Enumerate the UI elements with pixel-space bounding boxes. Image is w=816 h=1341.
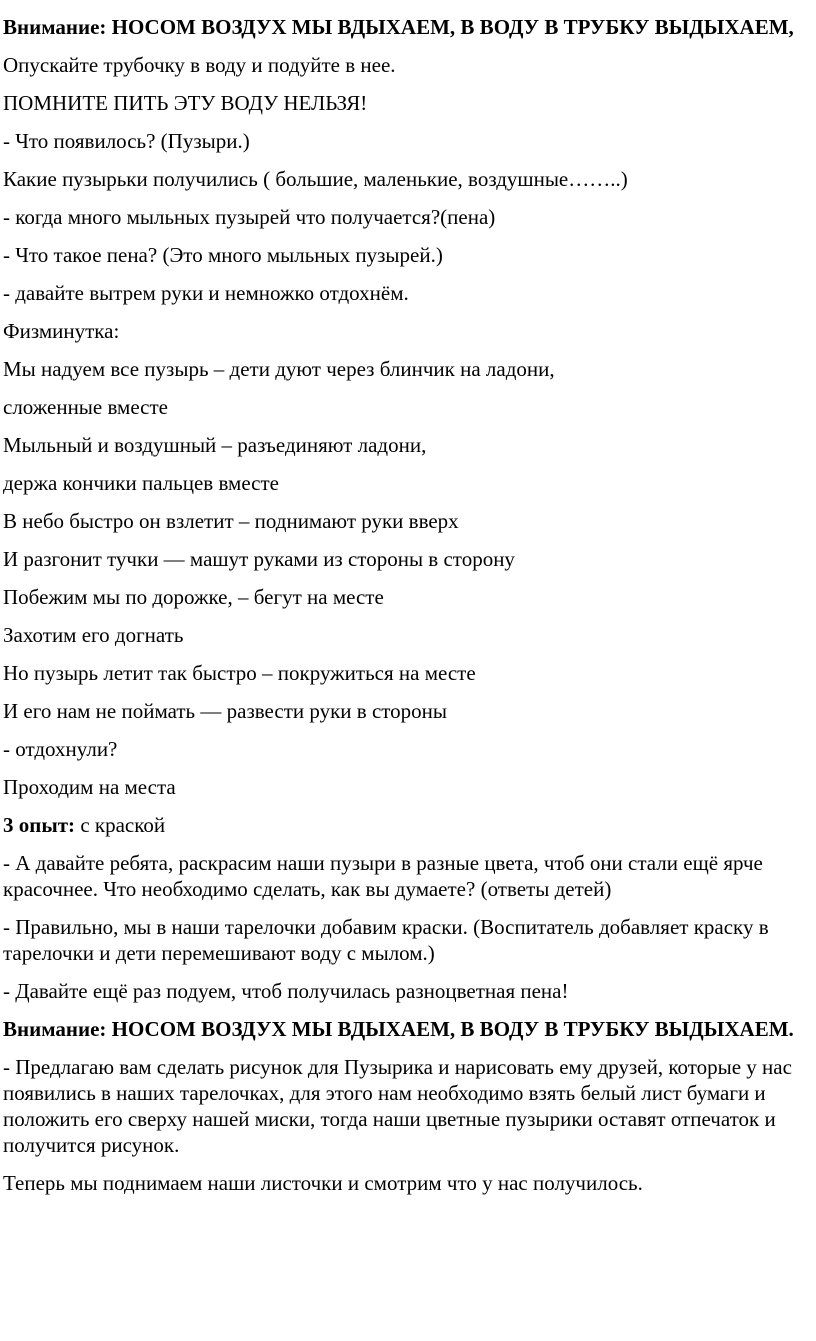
poem-line [3, 470, 816, 496]
paragraph-text: - когда много мыльных пузырей что получается?(пена) [3, 205, 496, 229]
paragraph-text: ПОМНИТЕ ПИТЬ ЭТУ ВОДУ НЕЛЬЗЯ! [3, 91, 368, 115]
paragraph [3, 914, 816, 966]
experiment-title: с краской [75, 813, 166, 837]
paragraph-text: Какие пузырьки получились ( большие, маленькие, воздушные……..) [3, 167, 628, 191]
paragraph-text: - Давайте ещё раз подуем, чтоб получилась разноцветная пена! [3, 979, 569, 1003]
paragraph-text: - Предлагаю вам сделать рисунок для Пузырика и нарисовать ему друзей, которые у нас появились в наших тарелочках, для этого нам необходимо взять белый лист бумаги и положить его сверху нашей миски, тогда наши цветные пузырики оставят отпечаток и получится рисунок. [3, 1055, 798, 1157]
paragraph-fizminutka [3, 318, 816, 344]
paragraph-text: - Правильно, мы в наши тарелочки добавим краски. (Воспитатель добавляет краску в тарелочки и дети перемешивают воду с мылом.) [3, 915, 774, 965]
paragraph-text: Побежим мы по дорожке, – бегут на месте [3, 585, 384, 609]
poem-line [3, 698, 816, 724]
poem-line [3, 394, 816, 420]
paragraph-attention-2 [3, 1016, 816, 1042]
paragraph-text: И разгонит тучки — машут руками из стороны в сторону [3, 547, 515, 571]
paragraph [3, 978, 816, 1004]
paragraph-attention-1 [3, 14, 816, 40]
experiment-heading [3, 812, 816, 838]
paragraph-text: сложенные вместе [3, 395, 168, 419]
paragraph-text: - отдохнули? [3, 737, 118, 761]
paragraph-text: В небо быстро он взлетит – поднимают руки вверх [3, 509, 459, 533]
paragraph [3, 850, 816, 902]
poem-line [3, 546, 816, 572]
paragraph [3, 1170, 816, 1196]
attention-heading: Внимание: НОСОМ ВОЗДУХ МЫ ВДЫХАЕМ, В ВОДУ В ТРУБКУ ВЫДЫХАЕМ. [3, 1017, 794, 1041]
paragraph-text: - Что такое пена? (Это много мыльных пузырей.) [3, 243, 443, 267]
paragraph-text: - давайте вытрем руки и немножко отдохнём. [3, 281, 409, 305]
attention-heading: Внимание: НОСОМ ВОЗДУХ МЫ ВДЫХАЕМ, В ВОДУ В ТРУБКУ ВЫДЫХАЕМ, [3, 15, 794, 39]
poem-line [3, 584, 816, 610]
poem-line [3, 356, 816, 382]
poem-line [3, 660, 816, 686]
paragraph-text: держа кончики пальцев вместе [3, 471, 279, 495]
paragraph-text: Физминутка: [3, 319, 120, 343]
paragraph-text: Но пузырь летит так быстро – покружиться на месте [3, 661, 476, 685]
paragraph-text: Мы надуем все пузырь – дети дуют через блинчик на ладони, [3, 357, 555, 381]
paragraph [3, 736, 816, 762]
paragraph-text: И его нам не поймать — развести руки в стороны [3, 699, 448, 723]
paragraph [3, 90, 816, 116]
paragraph [3, 204, 816, 230]
poem-line [3, 508, 816, 534]
paragraph-text: - А давайте ребята, раскрасим наши пузыри в разные цвета, чтоб они стали ещё ярче красочнее. Что необходимо сделать, как вы думаете? (ответы детей) [3, 851, 769, 901]
paragraph-text: Опускайте трубочку в воду и подуйте в нее. [3, 53, 396, 77]
poem-line [3, 622, 816, 648]
paragraph-text: Проходим на места [3, 775, 176, 799]
paragraph [3, 774, 816, 800]
paragraph-text: Мыльный и воздушный – разъединяют ладони, [3, 433, 427, 457]
paragraph-text: - Что появилось? (Пузыри.) [3, 129, 250, 153]
poem-line [3, 432, 816, 458]
paragraph [3, 128, 816, 154]
paragraph-text: Теперь мы поднимаем наши листочки и смотрим что у нас получилось. [3, 1171, 643, 1195]
paragraph [3, 52, 816, 78]
paragraph [3, 1054, 816, 1158]
paragraph [3, 280, 816, 306]
paragraph [3, 166, 816, 192]
paragraph-text: Захотим его догнать [3, 623, 184, 647]
experiment-label: 3 опыт: [3, 813, 76, 837]
paragraph [3, 242, 816, 268]
